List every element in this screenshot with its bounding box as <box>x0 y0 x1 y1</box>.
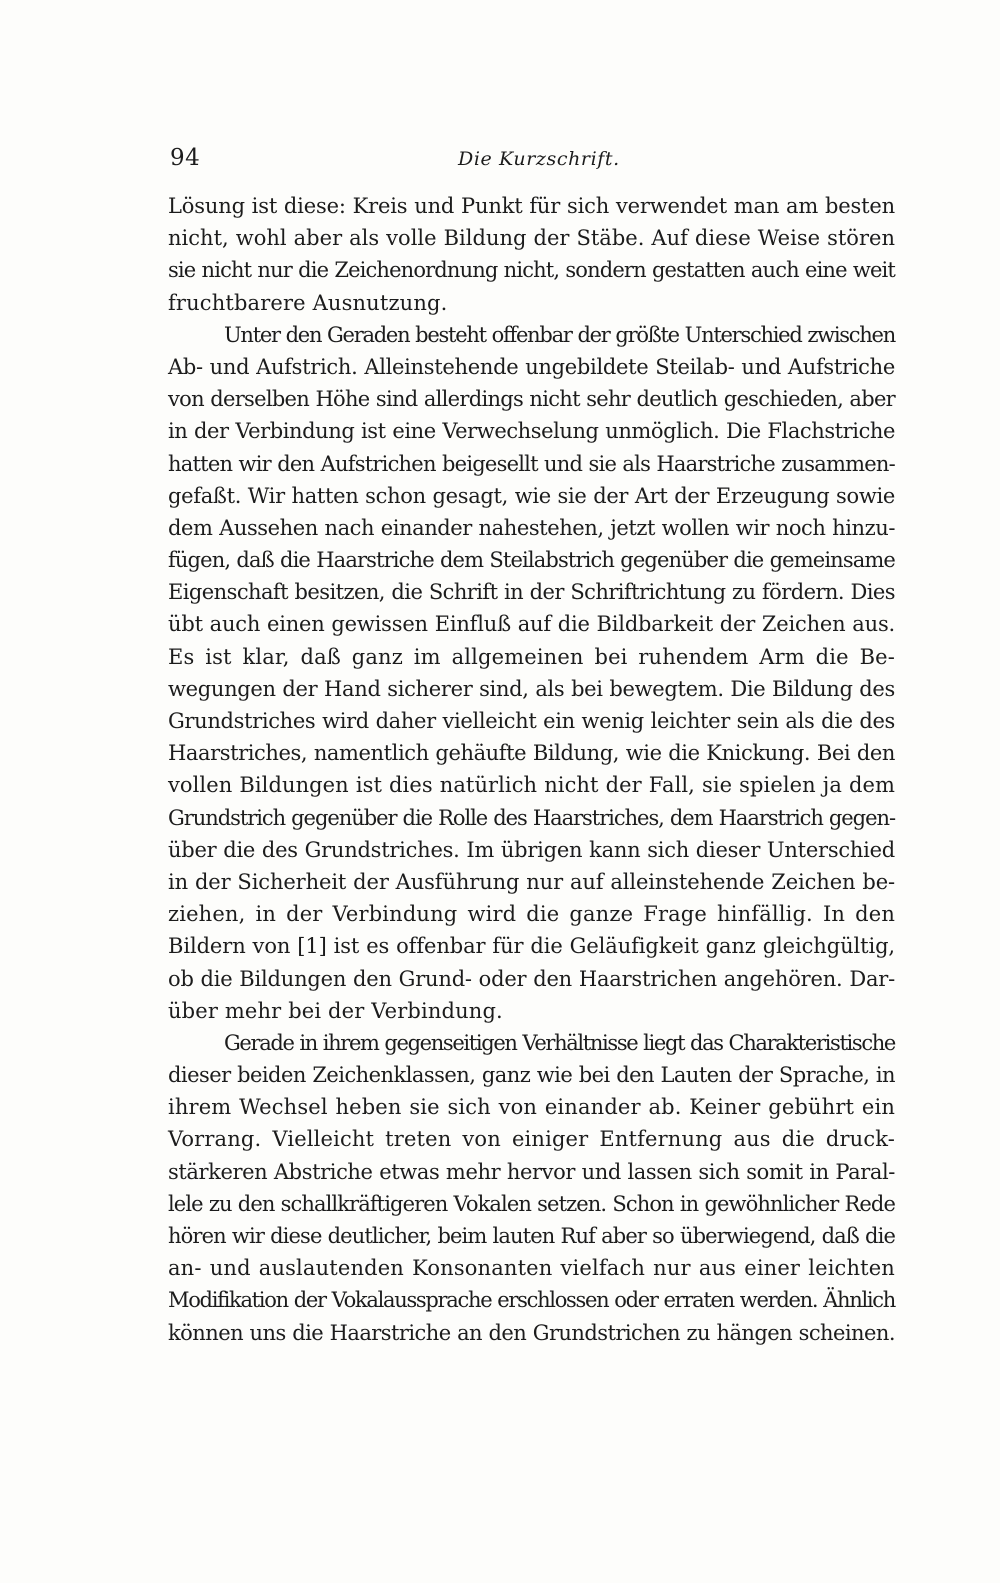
running-head <box>168 143 895 173</box>
text-line: Vorrang. Vielleicht treten von einiger Entfernung aus die druck- <box>168 1127 895 1152</box>
body-text <box>168 190 895 1349</box>
text-line: lele zu den schallkräftigeren Vokalen setzen. Schon in gewöhnlicher Rede <box>168 1191 895 1216</box>
text-line: gefaßt. Wir hatten schon gesagt, wie sie der Art der Erzeugung sowie <box>168 483 895 508</box>
text-line: übt auch einen gewissen Einfluß auf die Bildbarkeit der Zeichen aus. <box>168 612 895 637</box>
text-line: Eigenschaft besitzen, die Schrift in der Schriftrichtung zu fördern. Dies <box>168 580 895 605</box>
text-line: dem Aussehen nach einander nahestehen, jetzt wollen wir noch hinzu- <box>168 515 895 540</box>
text-line: ob die Bildungen den Grund- oder den Haarstrichen angehören. Dar- <box>168 966 895 991</box>
text-line: fruchtbarere Ausnutzung. <box>168 290 448 315</box>
text-line: ihrem Wechsel heben sie sich von einander ab. Keiner gebührt ein <box>168 1095 895 1120</box>
paragraph <box>168 319 895 1027</box>
text-line: Modifikation der Vokalaussprache erschlossen oder erraten werden. Ähnlich <box>168 1288 895 1313</box>
text-line: in der Sicherheit der Ausführung nur auf alleinstehende Zeichen be- <box>168 869 895 894</box>
text-line: in der Verbindung ist eine Verwechselung unmöglich. Die Flachstriche <box>168 419 895 444</box>
text-line: Grundstrich gegenüber die Rolle des Haarstriches, dem Haarstrich gegen- <box>168 805 895 830</box>
paragraph <box>168 190 895 319</box>
text-line: stärkeren Abstriche etwas mehr hervor und lassen sich somit in Paral- <box>168 1159 895 1184</box>
text-line: ziehen, in der Verbindung wird die ganze Frage hinfällig. In den <box>168 902 895 927</box>
text-line: dieser beiden Zeichenklassen, ganz wie bei den Lauten der Sprache, in <box>168 1063 895 1088</box>
text-line: nicht, wohl aber als volle Bildung der Stäbe. Auf diese Weise stören <box>168 226 895 251</box>
text-line: von derselben Höhe sind allerdings nicht sehr deutlich geschieden, aber <box>168 387 895 412</box>
text-line: Haarstriches, namentlich gehäufte Bildung, wie die Knickung. Bei den <box>168 741 895 766</box>
paragraph <box>168 1027 895 1349</box>
text-line: sie nicht nur die Zeichenordnung nicht, sondern gestatten auch eine weit <box>168 258 895 283</box>
text-line: Es ist klar, daß ganz im allgemeinen bei ruhendem Arm die Be- <box>168 644 895 669</box>
text-line: wegungen der Hand sicherer sind, als bei bewegtem. Die Bildung des <box>168 676 895 701</box>
text-line: können uns die Haarstriche an den Grundstrichen zu hängen scheinen. <box>168 1320 895 1345</box>
text-line: Lösung ist diese: Kreis und Punkt für sich verwendet man am besten <box>168 194 895 218</box>
running-title: Die Kurzschrift. <box>458 148 620 170</box>
text-line: hören wir diese deutlicher, beim lauten Ruf aber so überwiegend, daß die <box>168 1224 895 1248</box>
text-line: Bildern von [1] ist es offenbar für die Geläufigkeit ganz gleichgültig, <box>168 934 895 959</box>
text-line: Ab- und Aufstrich. Alleinstehende ungebildete Steilab- und Aufstriche <box>168 354 895 379</box>
text-line: über mehr bei der Verbindung. <box>168 998 503 1023</box>
text-line: Unter den Geraden besteht offenbar der größte Unterschied zwischen <box>224 322 895 347</box>
text-line: vollen Bildungen ist dies natürlich nicht der Fall, sie spielen ja dem <box>168 773 895 798</box>
page-number: 94 <box>170 145 201 171</box>
text-line: an- und auslautenden Konsonanten vielfach nur aus einer leichten <box>168 1256 895 1281</box>
text-line: Grundstriches wird daher vielleicht ein wenig leichter sein als die des <box>168 709 895 733</box>
text-line: über die des Grundstriches. Im übrigen kann sich dieser Unterschied <box>168 837 895 862</box>
text-line: hatten wir den Aufstrichen beigesellt und sie als Haarstriche zusammen- <box>168 451 895 476</box>
text-line: fügen, daß die Haarstriche dem Steilabstrich gegenüber die gemeinsame <box>168 548 895 573</box>
text-line: Gerade in ihrem gegenseitigen Verhältnisse liegt das Charakteristische <box>224 1030 895 1055</box>
